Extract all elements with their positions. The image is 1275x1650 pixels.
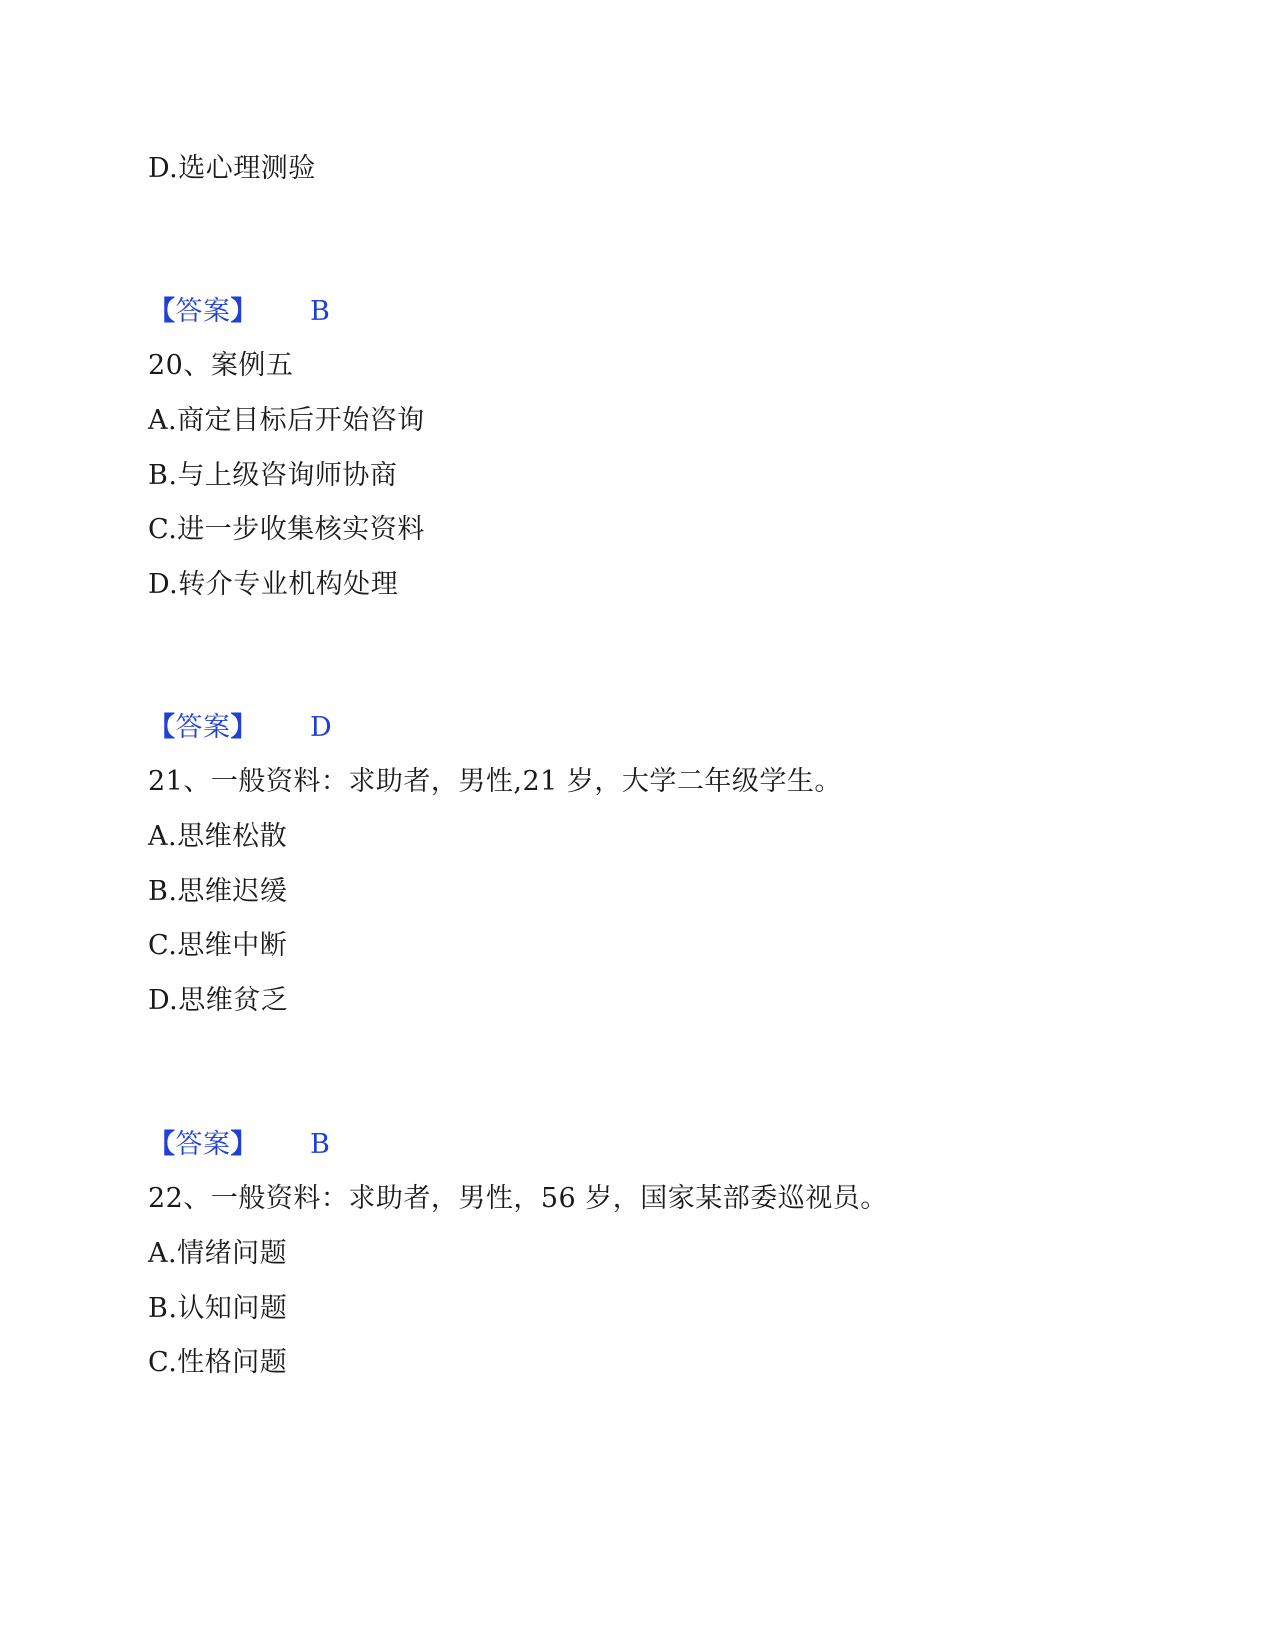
- option-c-q20: C.进一步收集核实资料: [148, 514, 425, 545]
- option-b-q21: B.思维迟缓: [148, 876, 288, 907]
- question-21: 21、一般资料：求助者，男性,21 岁，大学二年级学生。: [148, 766, 842, 797]
- option-a-q20: A.商定目标后开始咨询: [148, 405, 425, 436]
- option-c-q21: C.思维中断: [148, 930, 288, 961]
- answer-label: 答案: [175, 296, 231, 327]
- option-a-q22: A.情绪问题: [148, 1238, 288, 1269]
- answer-q20: [148, 710, 332, 746]
- option-d-q21: D.思维贫乏: [148, 985, 289, 1016]
- answer-open-bracket: 【: [148, 296, 176, 327]
- answer-close-bracket: 】: [230, 296, 258, 327]
- answer-q19: [148, 294, 330, 330]
- answer-close-bracket: 】: [230, 712, 258, 743]
- answer-value: B: [310, 1129, 331, 1160]
- question-20: 20、案例五: [148, 350, 294, 381]
- answer-q21: [148, 1127, 330, 1163]
- answer-label: 答案: [175, 712, 231, 743]
- answer-label: 答案: [175, 1129, 231, 1160]
- option-a-q21: A.思维松散: [148, 821, 288, 852]
- option-c-q22: C.性格问题: [148, 1347, 288, 1378]
- option-b-q22: B.认知问题: [148, 1293, 288, 1324]
- question-22: 22、一般资料：求助者，男性，56 岁，国家某部委巡视员。: [148, 1183, 888, 1214]
- option-b-q20: B.与上级咨询师协商: [148, 460, 398, 491]
- answer-close-bracket: 】: [230, 1129, 258, 1160]
- answer-open-bracket: 【: [148, 712, 176, 743]
- answer-value: D: [310, 712, 333, 743]
- answer-value: B: [310, 296, 331, 327]
- option-d-q19: D.选心理测验: [148, 153, 316, 184]
- option-d-q20: D.转介专业机构处理: [148, 569, 399, 600]
- answer-open-bracket: 【: [148, 1129, 176, 1160]
